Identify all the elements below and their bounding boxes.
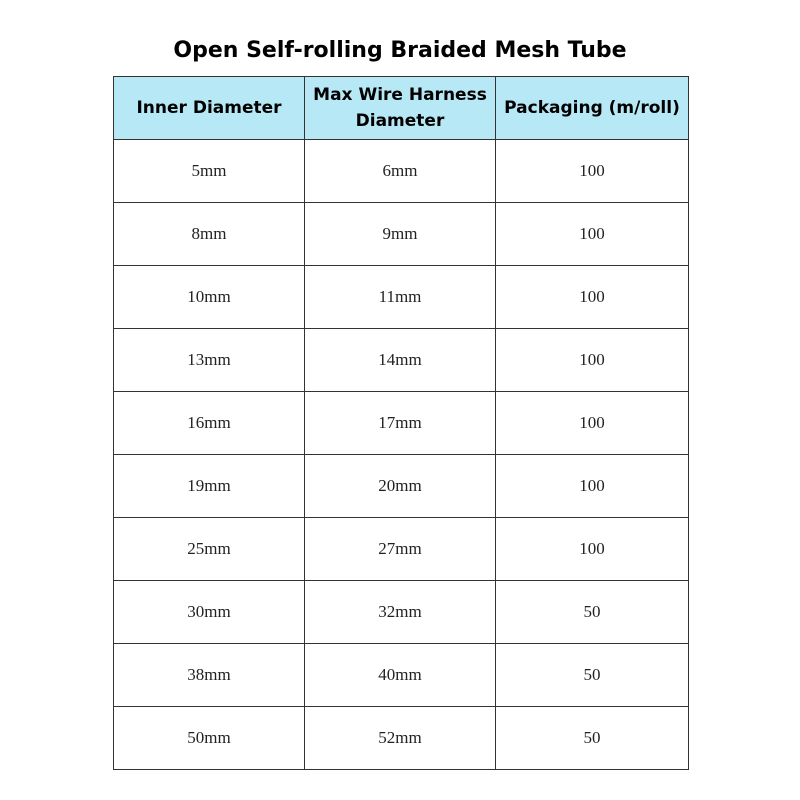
cell-inner-diameter: 5mm [114, 140, 305, 203]
cell-packaging: 100 [496, 329, 689, 392]
cell-max-wire-diameter: 20mm [305, 455, 496, 518]
table-body [114, 140, 689, 770]
table-row [114, 329, 689, 392]
cell-max-wire-diameter: 52mm [305, 707, 496, 770]
cell-max-wire-diameter: 6mm [305, 140, 496, 203]
spec-table [113, 76, 689, 770]
header-row [114, 77, 689, 140]
table-row [114, 581, 689, 644]
cell-inner-diameter: 19mm [114, 455, 305, 518]
cell-inner-diameter: 25mm [114, 518, 305, 581]
table-row [114, 644, 689, 707]
header-packaging: Packaging (m/roll) [496, 77, 689, 140]
table-row [114, 518, 689, 581]
cell-max-wire-diameter: 40mm [305, 644, 496, 707]
cell-max-wire-diameter: 32mm [305, 581, 496, 644]
cell-max-wire-diameter: 27mm [305, 518, 496, 581]
cell-inner-diameter: 38mm [114, 644, 305, 707]
cell-max-wire-diameter: 11mm [305, 266, 496, 329]
cell-packaging: 50 [496, 707, 689, 770]
cell-inner-diameter: 10mm [114, 266, 305, 329]
cell-packaging: 100 [496, 455, 689, 518]
table-row [114, 455, 689, 518]
cell-packaging: 50 [496, 644, 689, 707]
cell-packaging: 100 [496, 203, 689, 266]
table-row [114, 266, 689, 329]
header-max-wire-harness-diameter: Max Wire Harness Diameter [305, 77, 496, 140]
cell-packaging: 100 [496, 140, 689, 203]
table-header [114, 77, 689, 140]
cell-inner-diameter: 16mm [114, 392, 305, 455]
cell-max-wire-diameter: 14mm [305, 329, 496, 392]
cell-inner-diameter: 13mm [114, 329, 305, 392]
table-row [114, 140, 689, 203]
cell-inner-diameter: 30mm [114, 581, 305, 644]
table-row [114, 392, 689, 455]
page-title: Open Self-rolling Braided Mesh Tube [173, 38, 627, 63]
cell-max-wire-diameter: 17mm [305, 392, 496, 455]
cell-max-wire-diameter: 9mm [305, 203, 496, 266]
table-row [114, 203, 689, 266]
cell-packaging: 50 [496, 581, 689, 644]
cell-packaging: 100 [496, 266, 689, 329]
table-row [114, 707, 689, 770]
header-inner-diameter: Inner Diameter [114, 77, 305, 140]
cell-inner-diameter: 8mm [114, 203, 305, 266]
cell-packaging: 100 [496, 518, 689, 581]
cell-packaging: 100 [496, 392, 689, 455]
cell-inner-diameter: 50mm [114, 707, 305, 770]
